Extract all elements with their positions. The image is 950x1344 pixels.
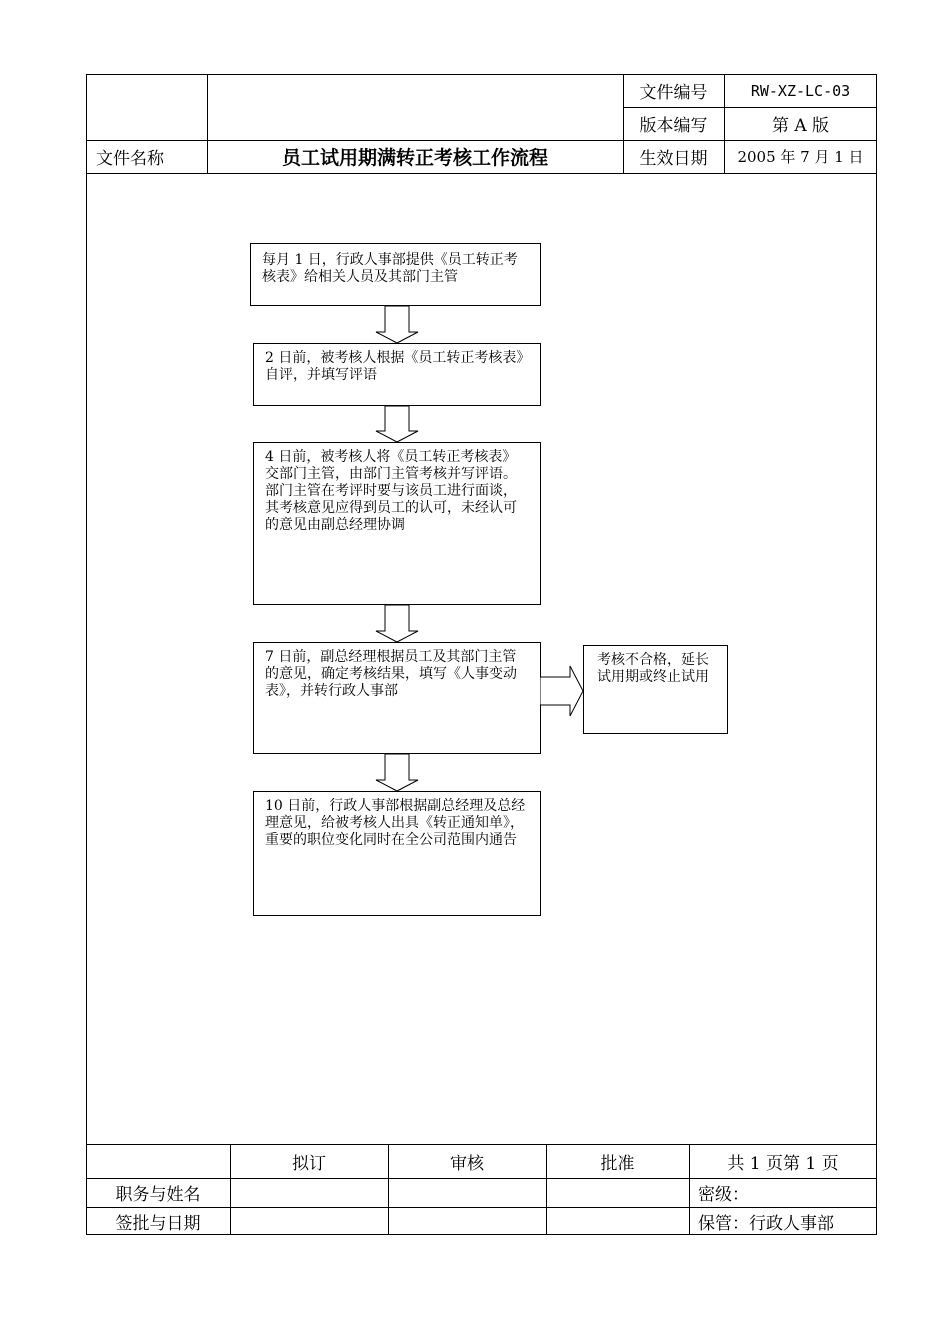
flow-step-2: 2 日前，被考核人根据《员工转正考核表》自评，并填写评语 — [253, 343, 541, 406]
page-title: 员工试用期满转正考核工作流程 — [281, 147, 548, 169]
effective-value: 2005 年 7 月 1 日 — [737, 148, 864, 166]
footer-sign-date: 签批与日期 — [115, 1213, 201, 1234]
footer-review: 审核 — [450, 1153, 484, 1174]
right-arrow-icon — [540, 664, 584, 718]
down-arrow-icon — [372, 306, 422, 344]
version-label: 版本编写 — [639, 116, 708, 136]
flow-side-note: 考核不合格，延长试用期或终止试用 — [583, 645, 728, 734]
flow-step-1: 每月 1 日，行政人事部提供《员工转正考核表》给相关人员及其部门主管 — [250, 243, 541, 306]
footer-position-name: 职务与姓名 — [115, 1185, 201, 1205]
footer-approve: 批准 — [600, 1153, 635, 1174]
down-arrow-icon — [372, 406, 422, 443]
doc-no-label: 文件编号 — [639, 83, 708, 103]
doc-no-value: RW-XZ-LC-03 — [750, 81, 851, 100]
down-arrow-icon — [372, 605, 422, 643]
footer-confidential: 密级： — [698, 1185, 749, 1205]
flow-step-5: 10 日前，行政人事部根据副总经理及总经理意见，给被考核人出具《转正通知单》，重要的职位变化同时在全公司范围内通告 — [253, 791, 541, 916]
effective-label: 生效日期 — [639, 149, 708, 169]
footer-custody: 保管：行政人事部 — [698, 1213, 834, 1234]
down-arrow-icon — [372, 754, 422, 792]
version-value: 第 A 版 — [771, 116, 830, 136]
file-name-label: 文件名称 — [96, 149, 164, 169]
flow-step-4: 7 日前，副总经理根据员工及其部门主管的意见，确定考核结果，填写《人事变动表》，并转行政人事部 — [253, 642, 541, 754]
footer-draft: 拟订 — [292, 1153, 326, 1174]
footer-pages: 共 1 页第 1 页 — [727, 1153, 839, 1174]
flow-step-3: 4 日前，被考核人将《员工转正考核表》交部门主管，由部门主管考核并写评语。部门主管在考评时要与该员工进行面谈，其考核意见应得到员工的认可，未经认可的意见由副总经理协调 — [253, 442, 541, 605]
header-line-3 — [86, 173, 877, 174]
